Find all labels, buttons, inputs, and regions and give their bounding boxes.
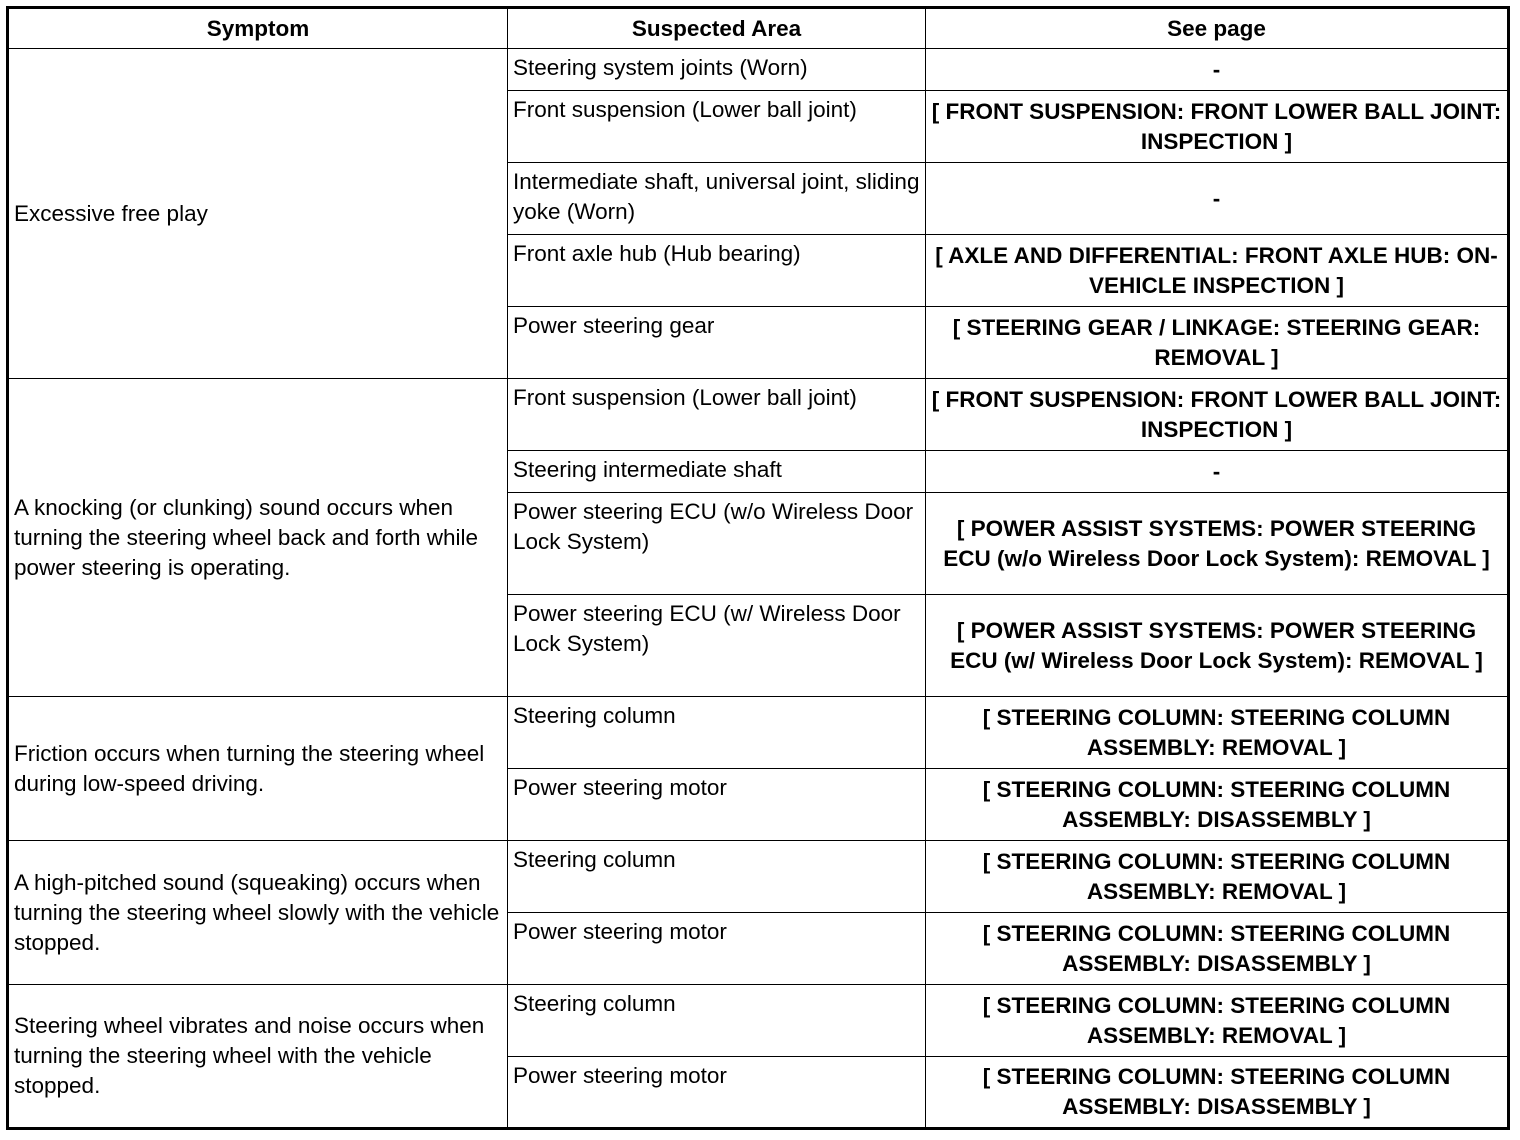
table-row (8, 697, 1509, 769)
suspected-area-cell: Power steering motor (508, 769, 926, 841)
suspected-area-cell: Steering column (508, 985, 926, 1057)
see-page-cell: [ STEERING COLUMN: STEERING COLUMN ASSEMBLY: REMOVAL ] (926, 985, 1509, 1057)
troubleshooting-table (6, 6, 1510, 1130)
see-page-cell: [ FRONT SUSPENSION: FRONT LOWER BALL JOINT: INSPECTION ] (926, 91, 1509, 163)
header-see-page: See page (926, 8, 1509, 49)
see-page-cell: [ STEERING COLUMN: STEERING COLUMN ASSEMBLY: DISASSEMBLY ] (926, 1057, 1509, 1129)
header-symptom: Symptom (8, 8, 508, 49)
suspected-area-cell: Power steering motor (508, 1057, 926, 1129)
see-page-cell: [ STEERING COLUMN: STEERING COLUMN ASSEMBLY: DISASSEMBLY ] (926, 769, 1509, 841)
suspected-area-cell: Steering column (508, 697, 926, 769)
table-row (8, 379, 1509, 451)
suspected-area-cell: Front suspension (Lower ball joint) (508, 379, 926, 451)
suspected-area-cell: Steering system joints (Worn) (508, 49, 926, 91)
see-page-cell: [ STEERING COLUMN: STEERING COLUMN ASSEMBLY: DISASSEMBLY ] (926, 913, 1509, 985)
suspected-area-cell: Front suspension (Lower ball joint) (508, 91, 926, 163)
symptom-cell: Excessive free play (8, 49, 508, 379)
suspected-area-cell: Power steering ECU (w/ Wireless Door Lock System) (508, 595, 926, 697)
symptom-cell: Steering wheel vibrates and noise occurs when turning the steering wheel with the vehicle stopped. (8, 985, 508, 1129)
see-page-cell: [ STEERING COLUMN: STEERING COLUMN ASSEMBLY: REMOVAL ] (926, 841, 1509, 913)
suspected-area-cell: Steering intermediate shaft (508, 451, 926, 493)
see-page-cell: [ FRONT SUSPENSION: FRONT LOWER BALL JOINT: INSPECTION ] (926, 379, 1509, 451)
symptom-cell: A high-pitched sound (squeaking) occurs when turning the steering wheel slowly with the vehicle stopped. (8, 841, 508, 985)
suspected-area-cell: Power steering gear (508, 307, 926, 379)
header-suspected-area: Suspected Area (508, 8, 926, 49)
table-row (8, 49, 1509, 91)
see-page-cell: - (926, 451, 1509, 493)
symptom-cell: Friction occurs when turning the steering wheel during low-speed driving. (8, 697, 508, 841)
table-row (8, 841, 1509, 913)
see-page-cell: [ POWER ASSIST SYSTEMS: POWER STEERING ECU (w/o Wireless Door Lock System): REMOVAL ] (926, 493, 1509, 595)
see-page-cell: [ POWER ASSIST SYSTEMS: POWER STEERING ECU (w/ Wireless Door Lock System): REMOVAL ] (926, 595, 1509, 697)
suspected-area-cell: Steering column (508, 841, 926, 913)
see-page-cell: - (926, 49, 1509, 91)
header-row (8, 8, 1509, 49)
suspected-area-cell: Front axle hub (Hub bearing) (508, 235, 926, 307)
table-row (8, 985, 1509, 1057)
suspected-area-cell: Intermediate shaft, universal joint, sliding yoke (Worn) (508, 163, 926, 235)
see-page-cell: [ STEERING GEAR / LINKAGE: STEERING GEAR: REMOVAL ] (926, 307, 1509, 379)
see-page-cell: [ STEERING COLUMN: STEERING COLUMN ASSEMBLY: REMOVAL ] (926, 697, 1509, 769)
see-page-cell: [ AXLE AND DIFFERENTIAL: FRONT AXLE HUB: ON-VEHICLE INSPECTION ] (926, 235, 1509, 307)
see-page-cell: - (926, 163, 1509, 235)
suspected-area-cell: Power steering motor (508, 913, 926, 985)
suspected-area-cell: Power steering ECU (w/o Wireless Door Lock System) (508, 493, 926, 595)
symptom-cell: A knocking (or clunking) sound occurs when turning the steering wheel back and forth while power steering is operating. (8, 379, 508, 697)
